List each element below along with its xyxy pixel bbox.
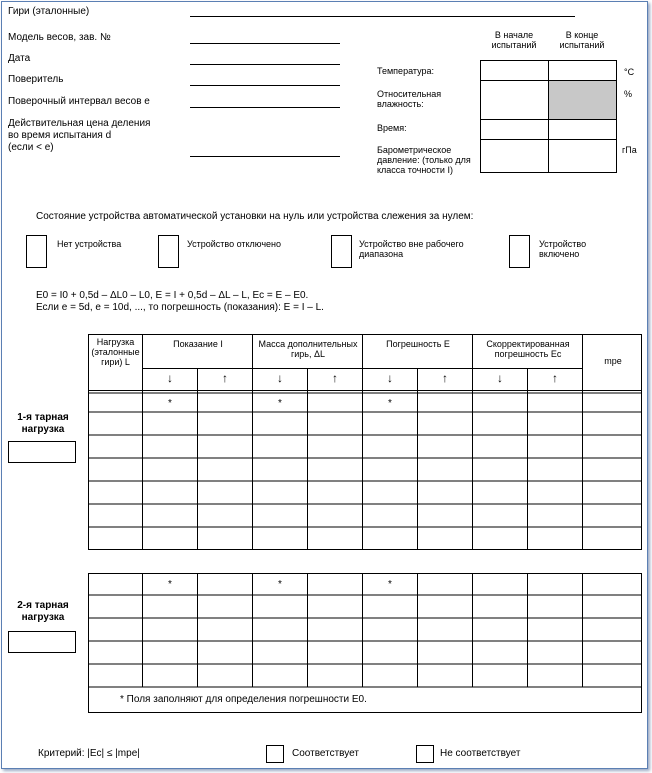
header-corrected: Скорректированная погрешность Ec: [486, 339, 570, 359]
tare2-grid-lines: [88, 573, 642, 713]
star-mark: *: [168, 579, 172, 590]
verifier-label: Поверитель: [8, 74, 64, 85]
zero-device-title: Состояние устройства автоматической установки на нуль или устройства слежения за нулем:: [36, 211, 474, 222]
temp-unit: °C: [624, 67, 635, 77]
temperature-label: Температура:: [377, 66, 435, 76]
tare1-label: 1-я тарная нагрузка: [17, 412, 69, 435]
option-out-of-range-checkbox[interactable]: [331, 235, 352, 268]
arrow-up-icon: ↑: [332, 371, 338, 385]
option-enabled-checkbox[interactable]: [509, 235, 530, 268]
option-no-device-label: Нет устройства: [57, 239, 122, 249]
arrow-up-icon: ↑: [442, 371, 448, 385]
humidity-label: Относительная влажность:: [377, 89, 442, 109]
option-out-of-range-label: Устройство вне рабочего диапазона: [359, 239, 464, 259]
star-mark: *: [388, 579, 392, 590]
model-label: Модель весов, зав. №: [8, 32, 111, 43]
not-complies-label: Не соответствует: [440, 748, 521, 759]
main-table-header: [88, 334, 642, 390]
tare1-input[interactable]: [8, 441, 76, 463]
complies-checkbox[interactable]: [266, 745, 284, 763]
tare1-grid-lines: [88, 390, 642, 550]
interval-label: Поверочный интервал весов e: [8, 96, 150, 107]
actual-division-line2: во время испытания d: [8, 130, 112, 141]
tare2-grid: [88, 573, 642, 713]
footnote: * Поля заполняют для определения погрешности E0.: [120, 694, 367, 705]
col-start-header: В начале испытаний: [491, 30, 537, 50]
tare2-label: 2-я тарная нагрузка: [17, 600, 69, 623]
arrow-up-icon: ↑: [552, 371, 558, 385]
arrow-down-icon: ↓: [387, 371, 393, 385]
not-complies-checkbox[interactable]: [416, 745, 434, 763]
formula-line1: E0 = I0 + 0,5d – ΔL0 – L0, E = I + 0,5d – ΔL – L, Ec = E – E0.: [36, 290, 309, 301]
weights-field[interactable]: [190, 16, 575, 17]
date-label: Дата: [8, 53, 31, 64]
header-added-mass: Масса дополнительных гирь, ΔL: [258, 339, 358, 359]
option-enabled-label: Устройство включено: [539, 239, 587, 259]
formula-line2: Если e = 5d, e = 10d, ..., то погрешность (показания): E = I – L.: [36, 302, 324, 313]
time-end-cell[interactable]: [548, 119, 617, 140]
option-disabled-checkbox[interactable]: [158, 235, 179, 268]
arrow-down-icon: ↓: [167, 371, 173, 385]
option-no-device-checkbox[interactable]: [26, 235, 47, 268]
header-mpe: mpe: [604, 356, 622, 366]
weights-label: Гири (эталонные): [8, 6, 90, 17]
time-label: Время:: [377, 123, 407, 133]
option-disabled-label: Устройство отключено: [187, 239, 282, 249]
star-mark: *: [278, 398, 282, 409]
col-end-header: В конце испытаний: [559, 30, 605, 50]
star-mark: *: [168, 398, 172, 409]
arrow-up-icon: ↑: [222, 371, 228, 385]
complies-label: Соответствует: [292, 748, 359, 759]
arrow-down-icon: ↓: [497, 371, 503, 385]
star-mark: *: [388, 398, 392, 409]
header-load: Нагрузка (эталонные гири) L: [91, 337, 140, 367]
tare1-grid: [88, 390, 642, 550]
pressure-label: Барометрическое давление: (только для класса точности I): [377, 145, 471, 175]
header-indication: Показание I: [173, 339, 223, 349]
model-field[interactable]: [190, 43, 340, 44]
arrow-down-icon: ↓: [277, 371, 283, 385]
temp-end-cell[interactable]: [548, 60, 617, 81]
tare2-input[interactable]: [8, 631, 76, 653]
humidity-unit: %: [624, 89, 633, 99]
verifier-field[interactable]: [190, 85, 340, 86]
pressure-end-cell[interactable]: [548, 139, 617, 173]
criterion-label: Критерий: |Ec| ≤ |mpe|: [38, 748, 140, 759]
humidity-end-cell[interactable]: [548, 80, 617, 120]
temp-start-cell[interactable]: [480, 60, 549, 81]
actual-division-field[interactable]: [190, 156, 340, 157]
header-error: Погрешность E: [386, 339, 450, 349]
pressure-unit: гПа: [622, 145, 637, 155]
actual-division-line3: (если < e): [8, 142, 54, 153]
time-start-cell[interactable]: [480, 119, 549, 140]
humidity-start-cell[interactable]: [480, 80, 549, 120]
actual-division-line1: Действительная цена деления: [8, 118, 151, 129]
interval-field[interactable]: [190, 107, 340, 108]
pressure-start-cell[interactable]: [480, 139, 549, 173]
date-field[interactable]: [190, 64, 340, 65]
star-mark: *: [278, 579, 282, 590]
